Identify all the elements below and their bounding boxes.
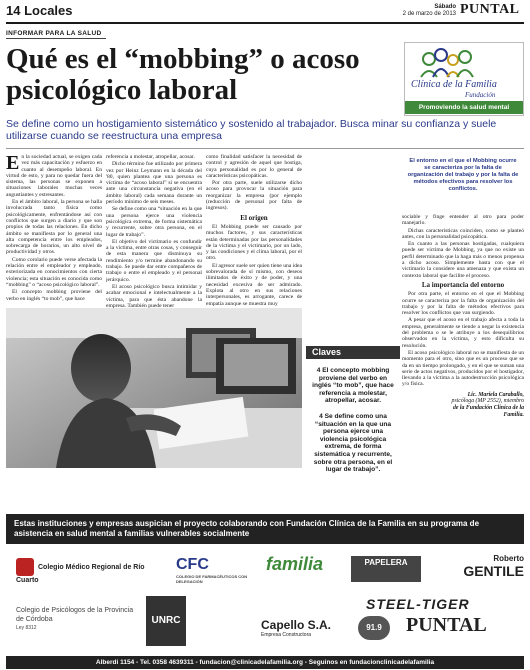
key-points-title: Claves xyxy=(306,346,400,359)
key-point: 4 Se define como una “situación en la que una persona ejerce una violencia psicológica extrema, de forma sistemática y recurrente, sobre otra persona, en el lugar de trabajo”. xyxy=(313,412,393,474)
foundation-name: Clínica de la Familia xyxy=(411,79,497,90)
paragraph: Dicho término fue utilizado por primera vez por Heinz Leymann en la década del '80, quien plantea que una persona es víctima de “acoso laboral” si se encuentra ante una circunstancia negativa (en el ámbito laboral) cada semana durante un período mínimo de seis meses. xyxy=(106,161,202,206)
article-title: Qué es el “mobbing” o acoso psicológico laboral xyxy=(6,43,360,106)
sponsor-cfc: CFC COLEGIO DE FARMACÉUTICOS CON DELEGACIÓN xyxy=(176,556,248,584)
paragraph: A pesar que el acoso en el trabajo afecta a toda la empresa, generalmente se tiende a negar la existencia del problema o se le atribuye a los desequilibrios observados en la víctima, y esto dificulta su resolución. xyxy=(402,317,524,349)
sponsors-banner: Estas instituciones y empresas auspician el proyecto colaborando con Fundación Clínica de la Familia en su programa de asistencia en salud mental a familias vulnerables socialmente xyxy=(6,514,524,544)
paragraph: referencia a molestar, atropellar, acosar. xyxy=(106,154,195,160)
column-2 xyxy=(106,154,202,308)
paragraph: El Mobbing puede ser causado por muchos factores, y sus características están determinadas por las personalidades de la víctima y el victimario, por un lado, y las condiciones y el clima laboral, por el otro. xyxy=(206,223,302,262)
key-point: 4 El concepto mobbing proviene del verbo en inglés “to mob”, que hace referencia a molestar, atropellar, acosar. xyxy=(312,367,394,405)
sponsor-colegio-psicologos: Colegio de Psicólogos de la Provincia de Córdoba Ley 8312 xyxy=(16,607,134,631)
author-signature: Lic. Mariela Caraballo, psicóloga (MP 2552), miembro de la Fundación Clínica de la Familia. xyxy=(451,391,524,418)
paragraph: El agresor suele ser quien tiene una idea sobrevalorada de sí mismo, con deseos ilimitados de éxito y de poder, y una necesidad excesiva de ser admirado. Explota al otro en sus relaciones interpersonales, es arrogante, carece de empatía aunque se muestra muy xyxy=(206,262,302,307)
sponsor-unrc: UNRC xyxy=(146,596,186,646)
family-figures-icon xyxy=(421,49,473,77)
sponsor-colegio-medico: Colegio Médico Regional de Río Cuarto xyxy=(16,558,166,585)
foundation-label: Fundación xyxy=(465,91,496,99)
column-4 xyxy=(402,214,524,510)
paragraph: Como corolario puede verse afectada la relación entre el empleador y empleado, exteriorizada en conocimientos con cierta violencia; esta situación es conocida como “mobbing” o “acoso psicológico laboral”. xyxy=(6,256,102,288)
paragraph: Se define como una “situación en la que una persona ejerce una violencia psicológica extrema, de forma sistemática y recurrente, sobre otra persona, en el lugar de trabajo”. xyxy=(106,206,202,238)
foundation-tagline: Promoviendo la salud mental xyxy=(405,101,523,114)
paragraph: sociable y finge entender al otro para poder manejarlo. xyxy=(402,214,524,227)
contact-footer: Alberdi 1154 - Tel. 0358 4639311 - fundacion@clinicadelafamilia.org - Seguinos en fundacionclinicadelafamilia xyxy=(6,656,524,669)
page-header xyxy=(0,0,530,26)
paragraph: En cuanto a las personas hostigadas, cualquiera puede ser víctima de Mobbing, ya que no existe un perfil determinado que la haga más o menos propensa a dicho acoso. Simplemente basta con que el victimario la considere una amenaza y que exista un contexto laboral que facilite el proceso. xyxy=(402,241,524,279)
drop-cap: E xyxy=(6,154,20,174)
paragraph: Dichas características coinciden, como se planteó antes, con la personalidad psicopática. xyxy=(402,227,524,240)
header-rule xyxy=(6,22,524,24)
sponsor-steel-tiger: STEEL-TIGER xyxy=(366,596,470,612)
paragraph: El acoso psicológico laboral no se manifiesta de un momento para el otro, sino que es un proceso que se da en un tiempo prolongado, y en el que se suman una serie de actos negativos, producidos por el hostigador, llevando a la víctima a la autodestrucción psicológica y/o física. xyxy=(402,349,524,388)
sponsor-familia: familia xyxy=(266,554,324,574)
column-3 xyxy=(206,154,302,308)
sponsor-capello: Capello S.A. Empresa Constructora xyxy=(261,618,332,638)
article-subtitle: Se define como un hostigamiento sistemático y sostenido al trabajador. Busca minar su confianza y suele utilizarse cuando se reestructura una empresa xyxy=(6,118,497,142)
sponsor-radio: 91.9 xyxy=(358,616,390,640)
page-section: 14 Locales xyxy=(6,3,73,18)
kicker-rule xyxy=(6,38,106,39)
paragraph: El objetivo del victimario es confundir a la víctima, entre otras cosas, y conseguir de esta manera que disminuya su rendimiento y/o termine abandonando su trabajo. Se puede dar entre compañeros de trabajo o entre el empleado y el personal jerárquico. xyxy=(106,238,202,283)
newspaper-logo: PUNTAL xyxy=(460,2,520,17)
section-heading: La importancia del entorno xyxy=(421,280,505,289)
article-kicker: INFORMAR PARA LA SALUD xyxy=(6,30,102,37)
paragraph: Por otra parte, suele utilizarse dicho acoso para provocar la situación para reorganizar la empresa (por ejemplo (reducción de personal por falta de ingresos). xyxy=(206,180,302,212)
foundation-logo xyxy=(404,42,524,116)
column-1 xyxy=(6,154,102,308)
subtitle-rule xyxy=(6,148,524,149)
paragraph: como finalidad satisfacer la necesidad de control y agresión de aquel que hostiga, cuya personalidad es por lo general de características psicopáticas. xyxy=(206,154,302,179)
highlight-text: El entorno en el que el Mobbing ocurre se caracteriza por la falta de organización del trabajo y por la falta de métodos efectivos para resolver los conflictos. xyxy=(407,158,519,192)
paragraph: Por otra parte, el entorno en el que el Mobbing ocurre se caracteriza por la falta de organización del trabajo y por la falta de métodos efectivos para resolver los conflictos que van surgiendo. xyxy=(402,291,524,317)
paragraph: n la sociedad actual, se exigen cada vez más capacitación y esfuerzo en cuanto al desempeño laboral. En virtud de esto, y para no quedar fuera del sistema, las personas se exponen a situaciones laborales muchas veces angustiantes y estresantes. xyxy=(6,154,102,198)
key-points-box xyxy=(306,346,400,516)
sponsor-puntal: PUNTAL xyxy=(406,614,487,636)
office-worker-illustration xyxy=(6,308,302,468)
column-gap xyxy=(306,154,398,344)
paragraph: El acoso psicológico busca intimidar y acabar emocional e intelectualmente a la víctima, para que ésta abandone la empresa. También puede tener xyxy=(106,283,202,308)
paragraph: El concepto mobbing proviene del verbo en inglés “to mob”, que hace xyxy=(6,289,102,302)
highlight-box xyxy=(402,152,524,210)
article-photo xyxy=(6,308,302,468)
page-date: Sábado 2 de marzo de 2013 xyxy=(402,4,456,17)
sponsor-roberto-gentile: Roberto GENTILE xyxy=(463,554,524,579)
paragraph: En el ámbito laboral, la persona se halla involucrada tanto física como psicológicamente, enfrentándose así con conflictos que surgen a diario y que son propios de todas las relaciones. En dicho ámbito se manifiesta por lo general una alta competencia entre los empleados, sobrecarga de horarios, un alto nivel de productividad y otros. xyxy=(6,199,102,256)
sponsors-section xyxy=(6,514,524,670)
medical-cross-icon xyxy=(16,558,34,576)
section-heading: El origen xyxy=(240,213,268,222)
sponsor-papelera: PAPELERA xyxy=(351,556,421,582)
